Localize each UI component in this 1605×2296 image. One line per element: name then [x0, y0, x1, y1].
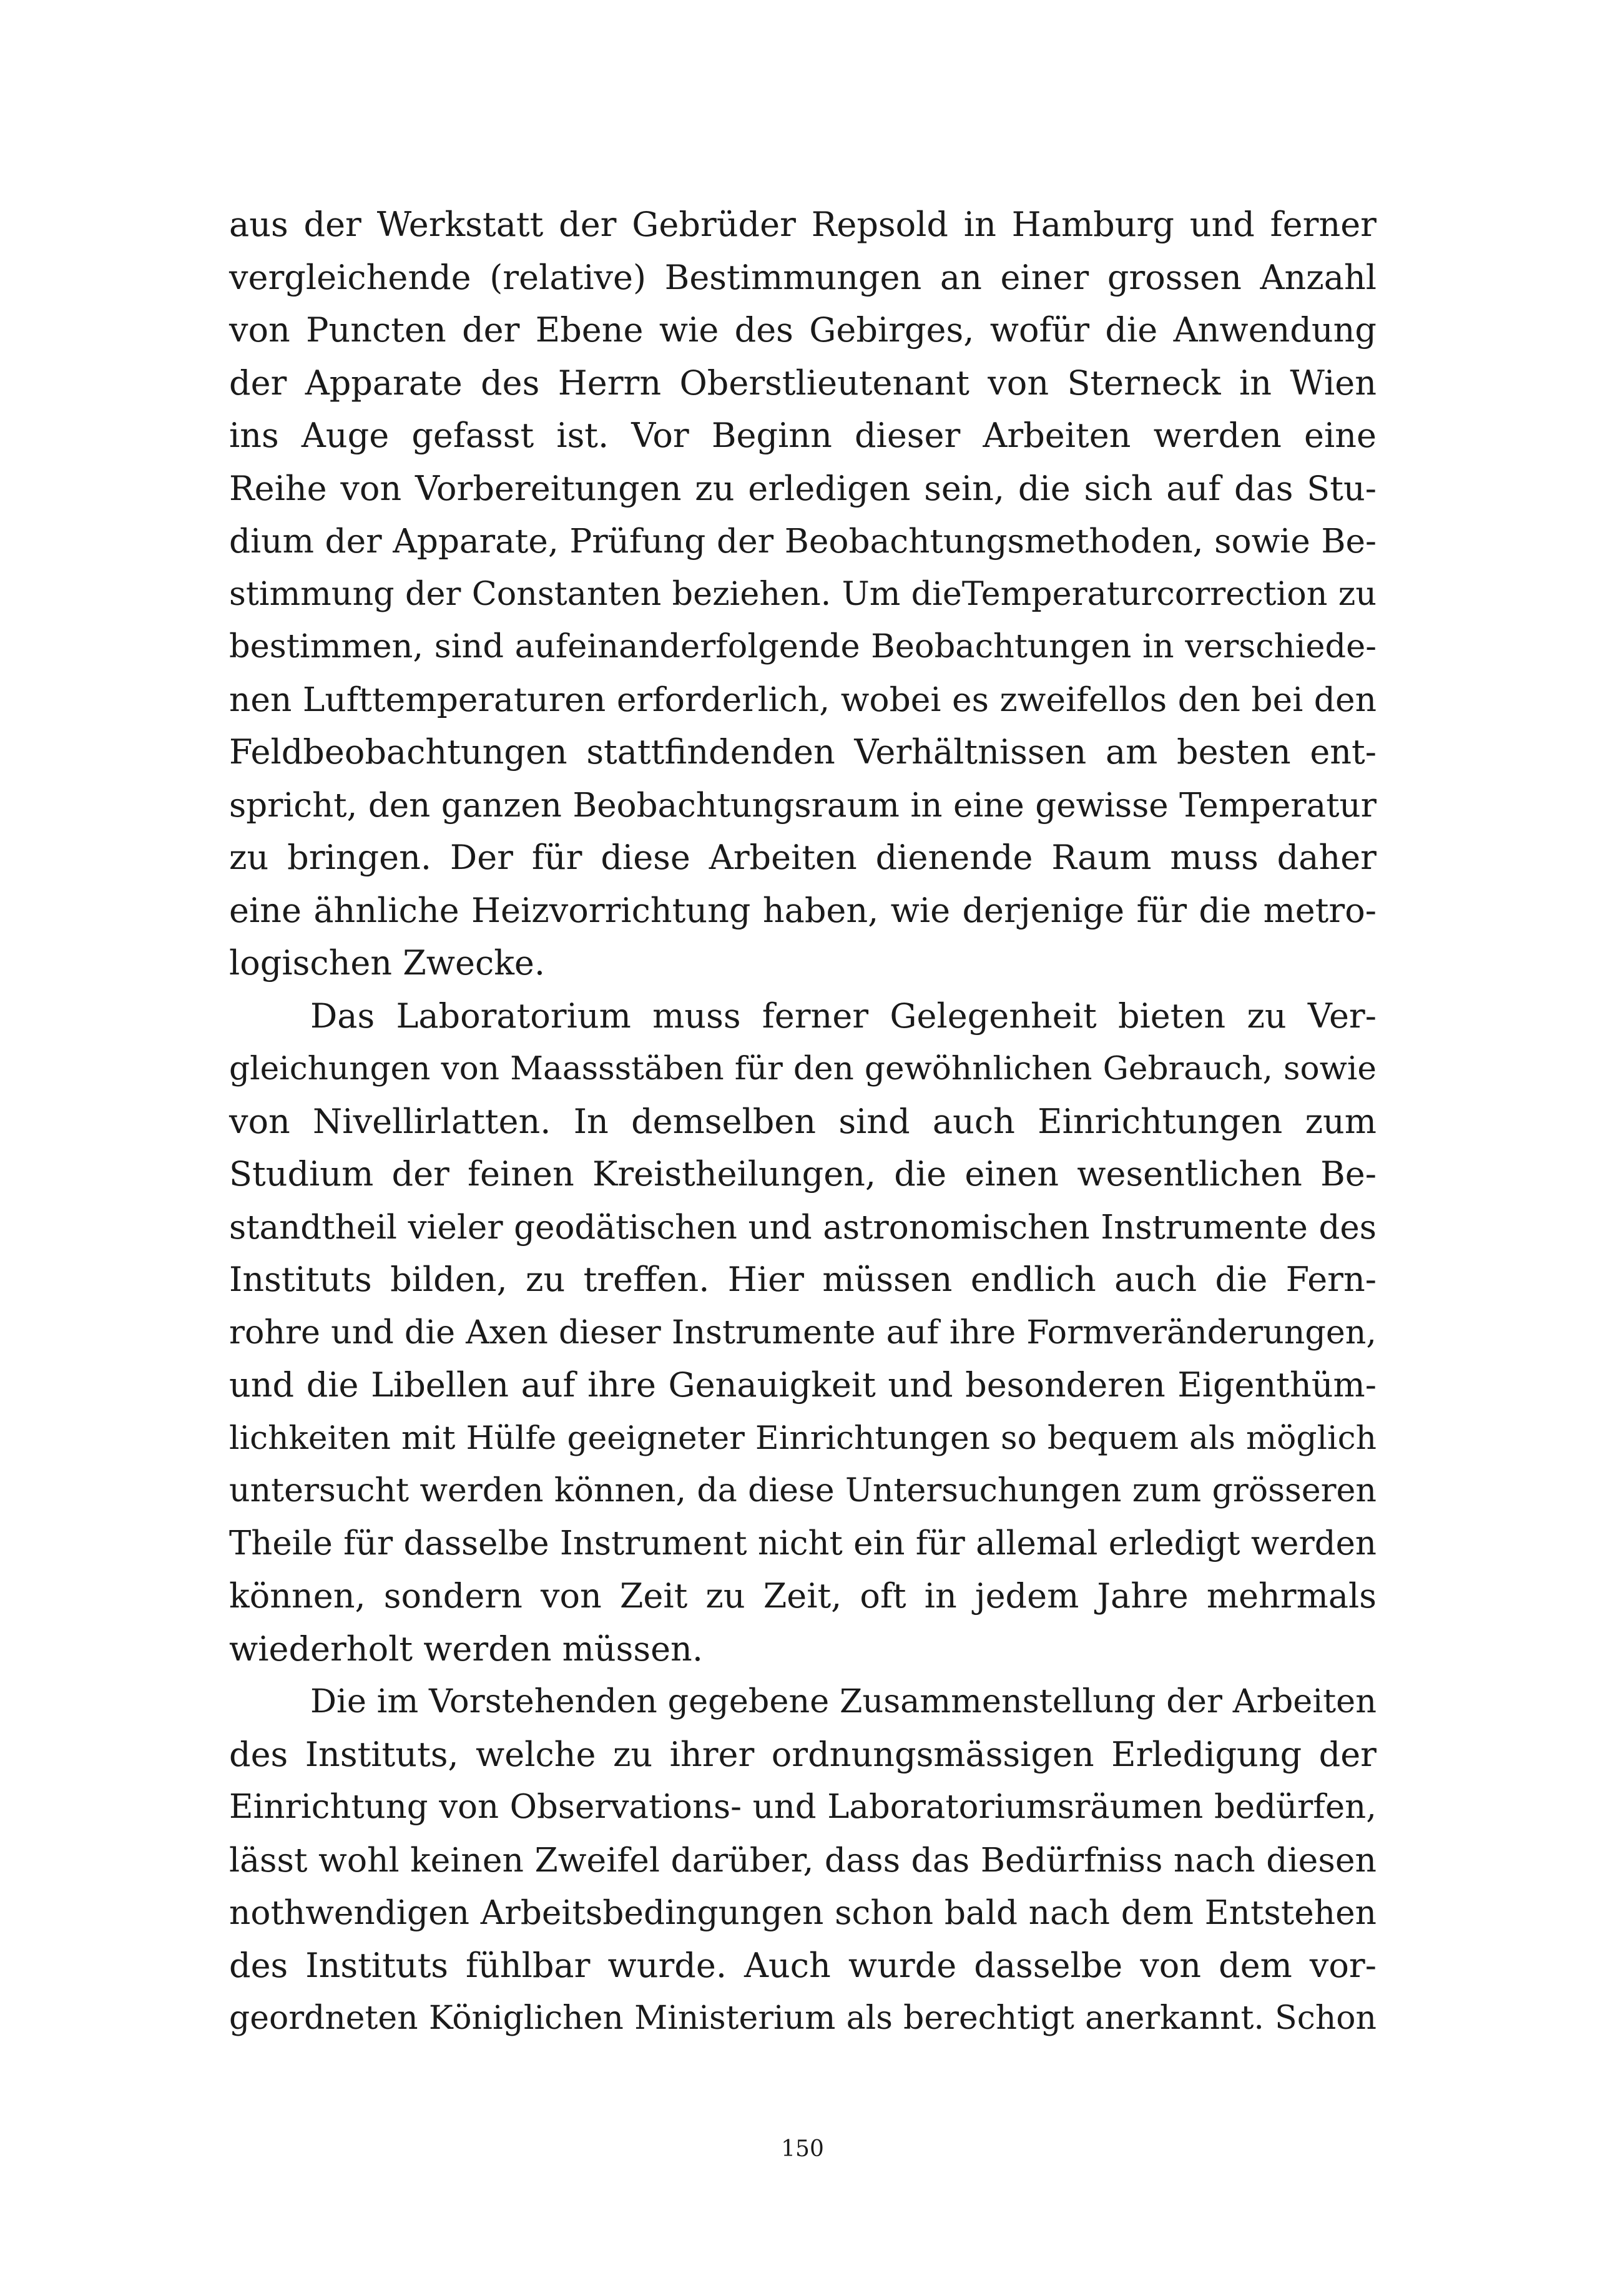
text-line: von Nivellirlatten. In demselben sind auch Einrichtungen zum — [229, 1101, 1377, 1141]
text-line: standtheil vieler geodätischen und astronomischen Instrumente des — [229, 1207, 1377, 1247]
paragraph-start-line: Die im Vorstehenden gegebene Zusammenstellung der Arbeiten — [310, 1682, 1377, 1720]
text-line: geordneten Königlichen Ministerium als berechtigt anerkannt. Schon — [229, 1999, 1377, 2037]
text-line: können, sondern von Zeit zu Zeit, oft in jedem Jahre mehrmals — [229, 1576, 1377, 1616]
text-line: lässt wohl keinen Zweifel darüber, dass das Bedürfniss nach diesen — [229, 1840, 1377, 1880]
text-line: nothwendigen Arbeitsbedingungen schon bald nach dem Entstehen — [229, 1893, 1377, 1932]
text-line: dium der Apparate, Prüfung der Beobachtungsmethoden, sowie Be- — [229, 522, 1377, 561]
text-line: Studium der feinen Kreistheilungen, die einen wesentlichen Be- — [229, 1154, 1377, 1194]
page-number: 150 — [781, 2136, 824, 2162]
text-line: nen Lufttemperaturen erforderlich, wobei es zweifellos den bei den — [229, 679, 1377, 719]
paragraph-start-line: Das Laboratorium muss ferner Gelegenheit bieten zu Ver- — [310, 996, 1377, 1036]
text-line: untersucht werden können, da diese Untersuchungen zum grösseren — [229, 1472, 1377, 1509]
text-line: Theile für dasselbe Instrument nicht ein für allemal erledigt werden — [229, 1524, 1377, 1563]
text-line: eine ähnliche Heizvorrichtung haben, wie derjenige für die metro- — [229, 890, 1377, 930]
text-line: ins Auge gefasst ist. Vor Beginn dieser Arbeiten werden eine — [229, 416, 1377, 455]
text-line: aus der Werkstatt der Gebrüder Repsold in Hamburg und ferner — [229, 205, 1377, 244]
text-line: der Apparate des Herrn Oberstlieutenant von Sterneck in Wien — [229, 363, 1377, 403]
text-line: Feldbeobachtungen stattfindenden Verhältnissen am besten ent- — [229, 732, 1377, 772]
text-line: rohre und die Axen dieser Instrumente auf ihre Formveränderungen, — [229, 1313, 1377, 1352]
text-line: Instituts bilden, zu treffen. Hier müssen endlich auch die Fern- — [229, 1260, 1377, 1299]
text-line: stimmung der Constanten beziehen. Um dieTemperaturcorrection zu — [229, 574, 1377, 613]
text-line: Einrichtung von Observations- und Laboratoriumsräumen bedürfen, — [229, 1788, 1377, 1826]
text-line: Reihe von Vorbereitungen zu erledigen sein, die sich auf das Stu- — [229, 468, 1377, 508]
text-line: zu bringen. Der für diese Arbeiten dienende Raum muss daher — [229, 838, 1377, 877]
text-line: spricht, den ganzen Beobachtungsraum in eine gewisse Temperatur — [229, 785, 1377, 825]
paragraph-end-line: logischen Zwecke. — [229, 943, 546, 983]
paragraph-end-line: wiederholt werden müssen. — [229, 1629, 703, 1669]
text-line: und die Libellen auf ihre Genauigkeit und besonderen Eigenthüm- — [229, 1365, 1377, 1405]
body-text — [229, 199, 1377, 2045]
text-line: von Puncten der Ebene wie des Gebirges, wofür die Anwendung — [229, 310, 1377, 350]
text-line: vergleichende (relative) Bestimmungen an einer grossen Anzahl — [229, 257, 1377, 297]
text-line: des Instituts fühlbar wurde. Auch wurde dasselbe von dem vor- — [229, 1945, 1377, 1985]
text-line: des Instituts, welche zu ihrer ordnungsmässigen Erledigung der — [229, 1734, 1377, 1774]
text-line: lichkeiten mit Hülfe geeigneter Einrichtungen so bequem als möglich — [229, 1419, 1377, 1457]
text-line: bestimmen, sind aufeinanderfolgende Beobachtungen in verschiede- — [229, 627, 1377, 665]
text-line: gleichungen von Maassstäben für den gewöhnlichen Gebrauch, sowie — [229, 1050, 1377, 1087]
